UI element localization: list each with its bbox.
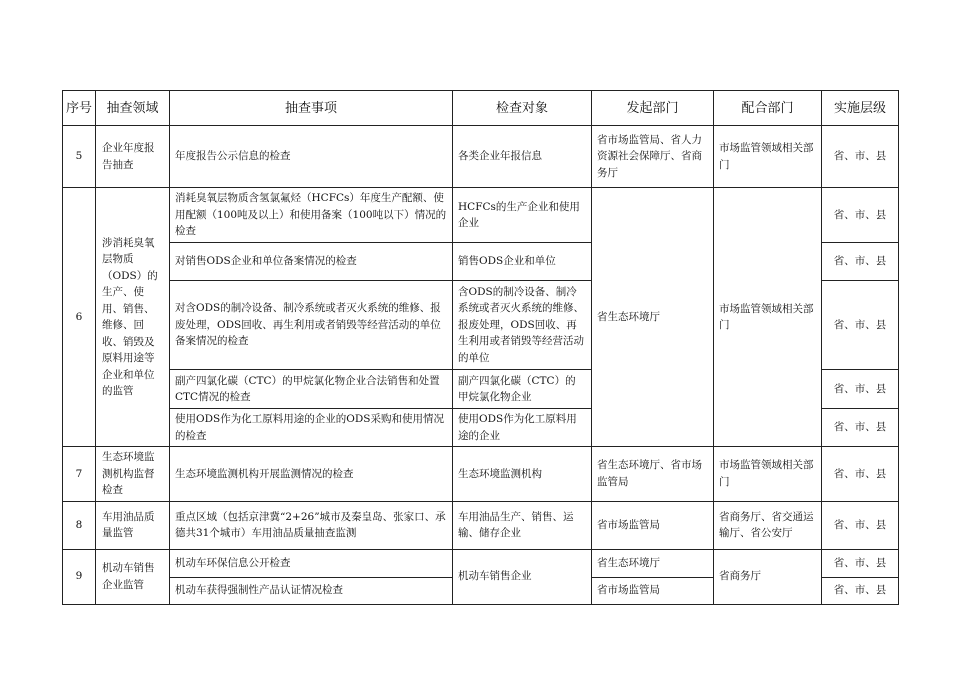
target-cell: 含ODS的制冷设备、制冷系统或者灭火系统的维修、报废处理，ODS回收、再生利用或者销毁等经营活动的单位 — [453, 281, 592, 370]
level-cell: 省、市、县 — [822, 126, 899, 188]
level-cell: 省、市、县 — [822, 188, 899, 243]
header-cooperator: 配合部门 — [714, 91, 822, 126]
level-cell: 省、市、县 — [822, 501, 899, 549]
target-cell: 使用ODS作为化工原料用途的企业 — [453, 409, 592, 447]
domain-cell: 涉消耗臭氧层物质（ODS）的生产、使用、销售、维修、回收、销毁及原料用途等企业和单位的监管 — [96, 188, 170, 447]
target-cell: 各类企业年报信息 — [453, 126, 592, 188]
cooperator-cell: 省商务厅、省交通运输厅、省公安厅 — [714, 501, 822, 549]
table-row — [63, 501, 899, 549]
level-cell: 省、市、县 — [822, 370, 899, 409]
item-cell: 对销售ODS企业和单位备案情况的检查 — [170, 243, 453, 281]
target-cell: 生态环境监测机构 — [453, 447, 592, 502]
header-no: 序号 — [63, 91, 96, 126]
level-cell: 省、市、县 — [822, 409, 899, 447]
target-cell: 副产四氯化碳（CTC）的甲烷氯化物企业 — [453, 370, 592, 409]
cooperator-cell: 市场监管领域相关部门 — [714, 188, 822, 447]
header-initiator: 发起部门 — [592, 91, 714, 126]
domain-cell: 企业年度报告抽查 — [96, 126, 170, 188]
item-cell: 年度报告公示信息的检查 — [170, 126, 453, 188]
target-cell: HCFCs的生产企业和使用企业 — [453, 188, 592, 243]
level-cell: 省、市、县 — [822, 549, 899, 577]
cooperator-cell: 市场监管领域相关部门 — [714, 126, 822, 188]
domain-cell: 机动车销售企业监管 — [96, 549, 170, 604]
level-cell: 省、市、县 — [822, 447, 899, 502]
table-row — [63, 549, 899, 577]
initiator-cell: 省市场监管局 — [592, 577, 714, 604]
initiator-cell: 省生态环境厅、省市场监管局 — [592, 447, 714, 502]
table-row — [63, 126, 899, 188]
item-cell: 生态环境监测机构开展监测情况的检查 — [170, 447, 453, 502]
cooperator-cell: 省商务厅 — [714, 549, 822, 604]
initiator-cell: 省生态环境厅 — [592, 549, 714, 577]
row-number: 5 — [63, 126, 96, 188]
header-domain: 抽查领域 — [96, 91, 170, 126]
item-cell: 使用ODS作为化工原料用途的企业的ODS采购和使用情况的检查 — [170, 409, 453, 447]
item-cell: 机动车环保信息公开检查 — [170, 549, 453, 577]
level-cell: 省、市、县 — [822, 243, 899, 281]
cooperator-cell: 市场监管领域相关部门 — [714, 447, 822, 502]
row-number: 8 — [63, 501, 96, 549]
target-cell: 车用油品生产、销售、运输、储存企业 — [453, 501, 592, 549]
row-number: 9 — [63, 549, 96, 604]
item-cell: 重点区域（包括京津冀“2+26”城市及秦皇岛、张家口、承德共31个城市）车用油品质量抽查监测 — [170, 501, 453, 549]
inspection-table — [62, 90, 899, 605]
table-row — [63, 188, 899, 243]
header-target: 检查对象 — [453, 91, 592, 126]
item-cell: 机动车获得强制性产品认证情况检查 — [170, 577, 453, 604]
item-cell: 消耗臭氧层物质含氢氯氟烃（HCFCs）年度生产配额、使用配额（100吨及以上）和使用备案（100吨以下）情况的检查 — [170, 188, 453, 243]
table-row — [63, 447, 899, 502]
domain-cell: 车用油品质量监管 — [96, 501, 170, 549]
item-cell: 副产四氯化碳（CTC）的甲烷氯化物企业合法销售和处置CTC情况的检查 — [170, 370, 453, 409]
header-level: 实施层级 — [822, 91, 899, 126]
initiator-cell: 省市场监管局、省人力资源社会保障厅、省商务厅 — [592, 126, 714, 188]
target-cell: 机动车销售企业 — [453, 549, 592, 604]
header-row — [63, 91, 899, 126]
item-cell: 对含ODS的制冷设备、制冷系统或者灭火系统的维修、报废处理，ODS回收、再生利用或者销毁等经营活动的单位备案情况的检查 — [170, 281, 453, 370]
domain-cell: 生态环境监测机构监督检查 — [96, 447, 170, 502]
level-cell: 省、市、县 — [822, 281, 899, 370]
row-number: 7 — [63, 447, 96, 502]
initiator-cell: 省生态环境厅 — [592, 188, 714, 447]
target-cell: 销售ODS企业和单位 — [453, 243, 592, 281]
level-cell: 省、市、县 — [822, 577, 899, 604]
header-item: 抽查事项 — [170, 91, 453, 126]
initiator-cell: 省市场监管局 — [592, 501, 714, 549]
row-number: 6 — [63, 188, 96, 447]
